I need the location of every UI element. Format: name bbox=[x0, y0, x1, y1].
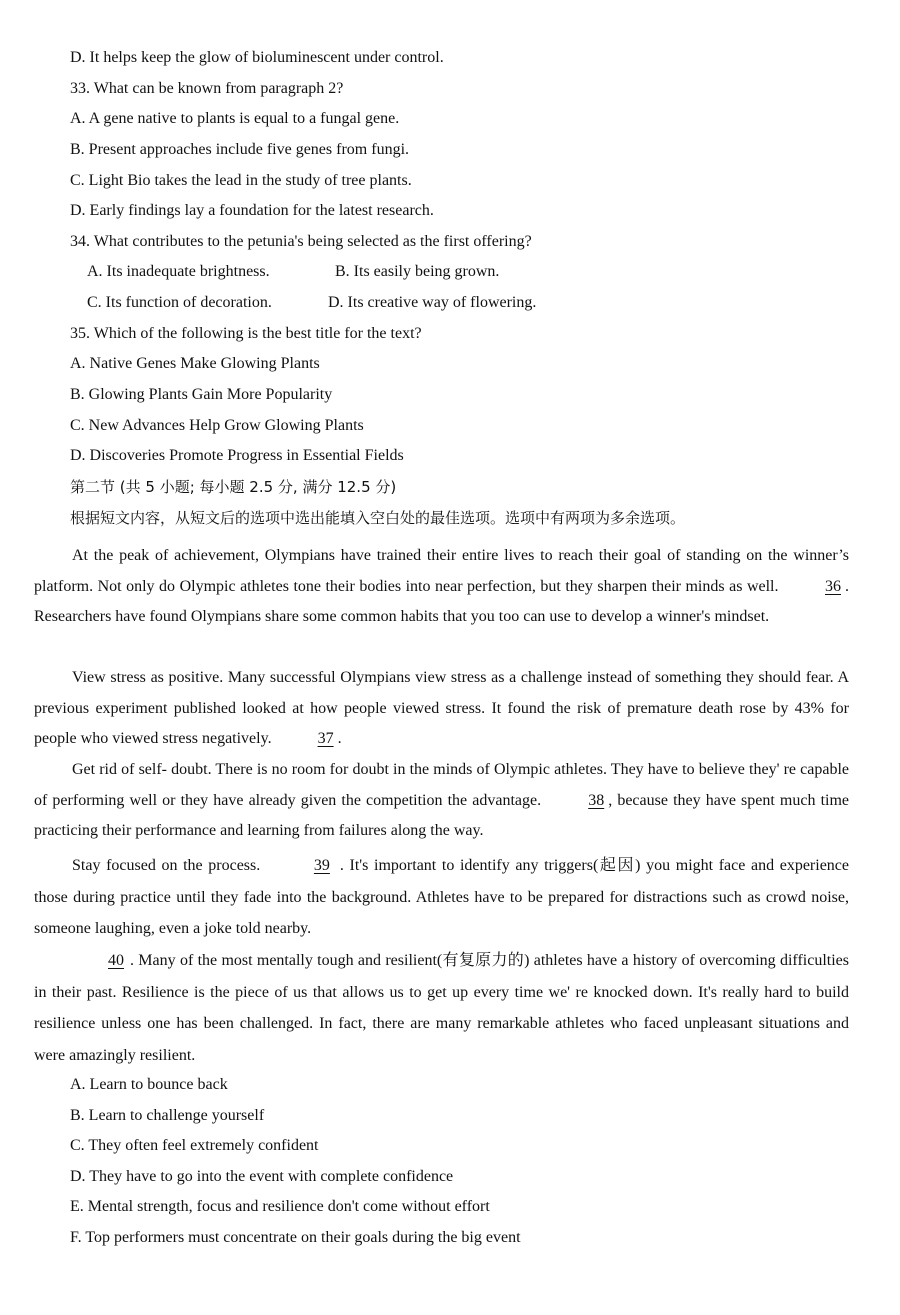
passage-paragraph-5 bbox=[34, 945, 849, 1072]
section-instruction: 根据短文内容，从短文后的选项中选出能填入空白处的最佳选项。选项中有两项为多余选项。 bbox=[70, 509, 686, 527]
passage-paragraph-1 bbox=[34, 541, 849, 633]
q33-option-b: B. Present approaches include five genes from fungi. bbox=[70, 141, 410, 158]
p2-text-after: . bbox=[337, 730, 342, 748]
choice-a: A. Learn to bounce back bbox=[70, 1076, 228, 1093]
q35-option-b: B. Glowing Plants Gain More Popularity bbox=[70, 386, 333, 403]
q34-option-b: B. Its easily being grown. bbox=[335, 263, 500, 280]
blank-40: 40 bbox=[108, 952, 124, 969]
q34-stem: 34. What contributes to the petunia's being selected as the first offering? bbox=[70, 233, 532, 250]
choice-b: B. Learn to challenge yourself bbox=[70, 1107, 265, 1124]
p1-text-before: At the peak of achievement, Olympians have trained their entire lives to reach their goal of standing on the winner’s platform. Not only do Olympic athletes tone their bodies into near perfection, but they sharpen their minds as well. bbox=[34, 547, 849, 595]
q35-option-a: A. Native Genes Make Glowing Plants bbox=[70, 355, 320, 372]
passage-paragraph-2 bbox=[34, 663, 849, 755]
q34-option-d: D. Its creative way of flowering. bbox=[328, 294, 537, 311]
q34-option-a: A. Its inadequate brightness. bbox=[87, 263, 270, 280]
p4-text-after: . It's important to identify any triggers(起因) you might face and experience those during practice until they fade into the background. Athletes have to be prepared for distractions such as crowd noise, someone laughing, even a joke told nearby. bbox=[34, 857, 849, 938]
choice-c: C. They often feel extremely confident bbox=[70, 1137, 319, 1154]
p1-text-after: . Researchers have found Olympians share some common habits that you too can use to develop a winner's mindset. bbox=[34, 577, 849, 626]
p5-text-after: . Many of the most mentally tough and resilient(有复原力的) athletes have a history of overcoming difficulties in their past. Resilience is the piece of us that allows us to get up every time we' re knocked down. It's really hard to build resilience unless one has been challenged. In fact, there are many remarkable athletes who faced unpleasant situations and were amazingly resilient. bbox=[34, 952, 849, 1065]
p3-text-before: Get rid of self- doubt. There is no room for doubt in the minds of Olympic athletes. They have to believe they' re capable of performing well or they have already given the competition the advantage. bbox=[34, 761, 849, 809]
q34-option-c: C. Its function of decoration. bbox=[87, 294, 272, 311]
q35-option-c: C. New Advances Help Grow Glowing Plants bbox=[70, 417, 364, 434]
passage-paragraph-4 bbox=[34, 850, 849, 945]
q33-option-d: D. Early findings lay a foundation for the latest research. bbox=[70, 202, 434, 219]
blank-38: 38 bbox=[588, 791, 605, 809]
q35-stem: 35. Which of the following is the best title for the text? bbox=[70, 325, 422, 342]
q35-option-d: D. Discoveries Promote Progress in Essential Fields bbox=[70, 447, 404, 464]
choice-f: F. Top performers must concentrate on their goals during the big event bbox=[70, 1229, 521, 1246]
blank-39: 39 bbox=[313, 857, 330, 874]
blank-37: 37 bbox=[317, 730, 334, 748]
p2-text-before: View stress as positive. Many successful Olympians view stress as a challenge instead of something they should fear. A previous experiment published looked at how people viewed stress. It found the risk of premature death rose by 43% for people who viewed stress negatively. bbox=[34, 669, 849, 748]
p4-text-before: Stay focused on the process. bbox=[72, 857, 266, 874]
section-heading: 第二节 (共 5 小题; 每小题 2.5 分, 满分 12.5 分) bbox=[70, 478, 397, 496]
choice-d: D. They have to go into the event with complete confidence bbox=[70, 1168, 454, 1185]
q33-option-a: A. A gene native to plants is equal to a fungal gene. bbox=[70, 110, 400, 127]
q33-stem: 33. What can be known from paragraph 2? bbox=[70, 80, 344, 97]
q33-option-c: C. Light Bio takes the lead in the study of tree plants. bbox=[70, 172, 412, 189]
p3-text-after: , because they have spent much time practicing their performance and learning from failures along the way. bbox=[34, 791, 850, 840]
choice-e: E. Mental strength, focus and resilience don't come without effort bbox=[70, 1198, 490, 1215]
q32-option-d: D. It helps keep the glow of bioluminescent under control. bbox=[70, 49, 444, 66]
passage-paragraph-3 bbox=[34, 755, 849, 847]
blank-36: 36 bbox=[825, 577, 841, 595]
